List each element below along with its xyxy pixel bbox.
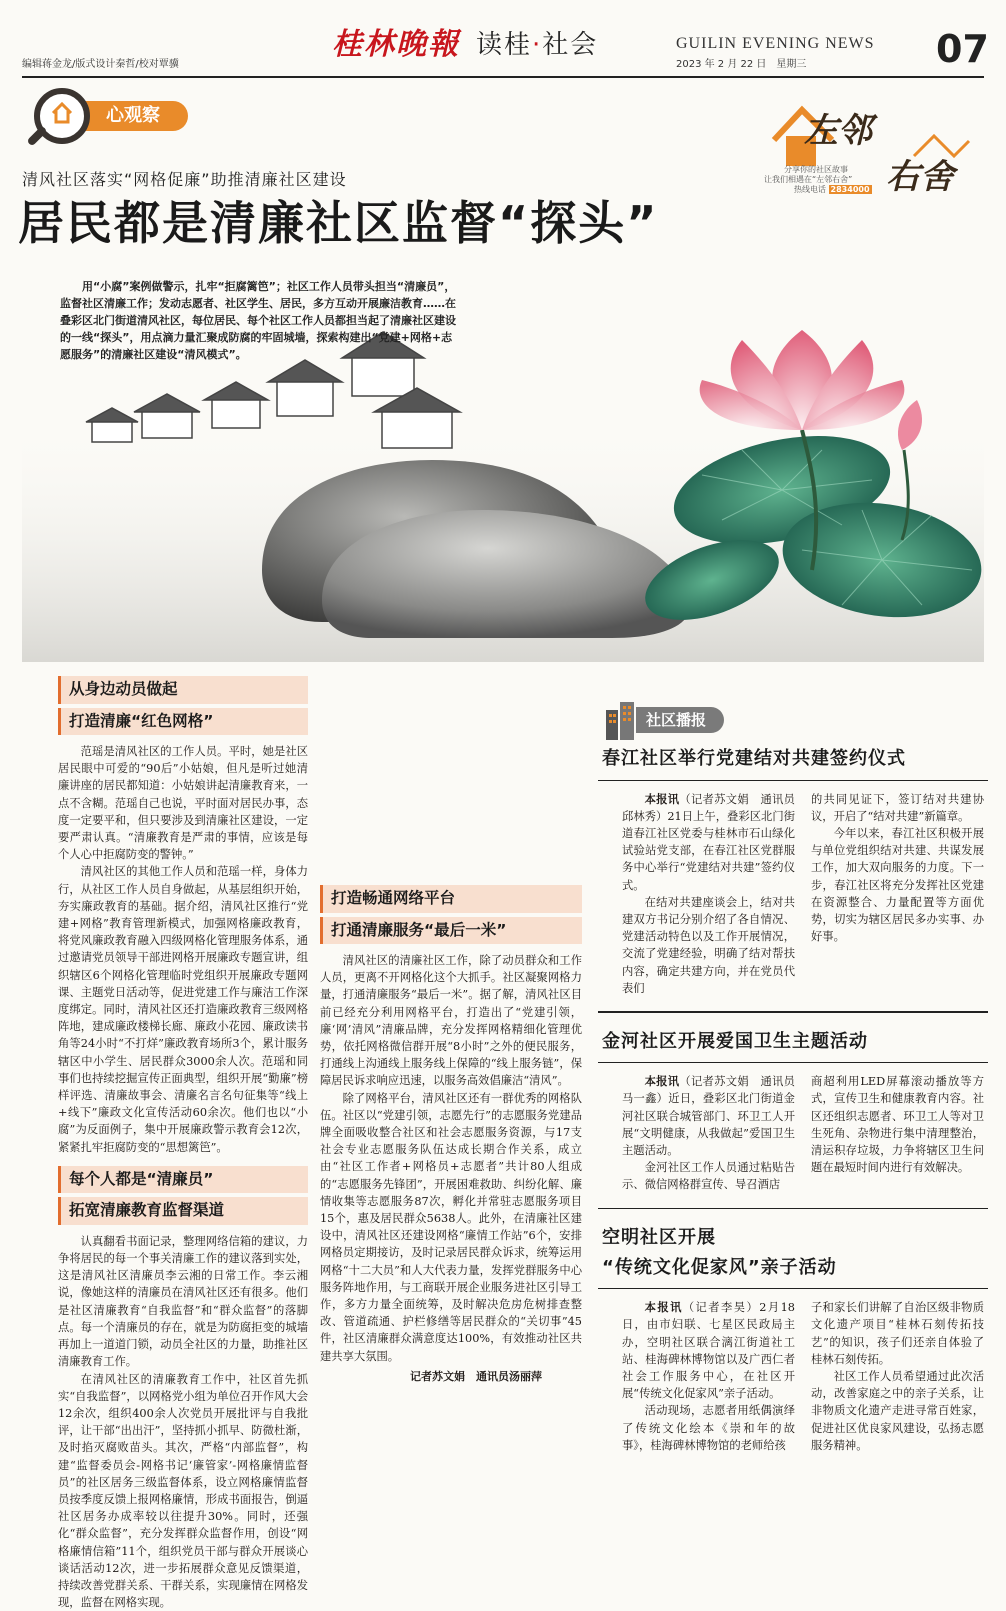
- logo-hotline: [794, 186, 872, 194]
- section-title: 打造畅通网络平台: [320, 885, 582, 913]
- column-badge-label: 心观察: [84, 101, 188, 131]
- section-subtitle: 打造清廉“红色网格”: [58, 708, 308, 736]
- section-subtitle: 打通清廉服务“最后一米”: [320, 917, 582, 945]
- news-reporter: （记者苏文娟 通讯员邱林秀）: [622, 793, 795, 823]
- news-title-line-2: “传统文化促家风”亲子活动: [598, 1253, 988, 1290]
- section-heading-2: [58, 1166, 308, 1225]
- community-news-label: 社区播报: [636, 707, 724, 733]
- news-body: [598, 1063, 988, 1193]
- logo-slogan-2: 让我们相遇在“左邻右舍”: [764, 176, 852, 184]
- news-dateline: 本报讯: [645, 1075, 680, 1088]
- logo-hotline-label: 热线电话: [794, 185, 826, 194]
- column-logo: [764, 96, 974, 206]
- section-name: 读桂·社会: [476, 32, 598, 58]
- news-text: 商超利用LED屏幕滚动播放等方式，宣传卫生和健康教育内容。社区还组织志愿者、环卫工人等对卫生死角、杂物进行集中清理整治，清运积存垃圾，力争将辖区卫生问题在最短时间内进行有效解决。: [811, 1073, 984, 1176]
- news-item: [598, 1013, 988, 1194]
- section-heading-1: [58, 676, 308, 735]
- section-title: 每个人都是“清廉员”: [58, 1166, 308, 1194]
- masthead: [332, 30, 598, 60]
- section-subtitle: 拓宽清廉教育监督渠道: [58, 1197, 308, 1225]
- news-reporter: （记者苏文娟 通讯员马一鑫）: [622, 1075, 795, 1105]
- magnifier-icon: [34, 88, 90, 144]
- page-credits: 编辑蒋金龙/版式设计秦哲/校对覃骥: [22, 60, 179, 70]
- house-icon: [51, 102, 73, 124]
- news-item: [598, 1209, 988, 1454]
- paragraph: 清风社区的其他工作人员和范瑶一样，身体力行，从社区工作人员自身做起，从基层组织开始，夯实廉政教育的基础。据介绍，清风社区推行“党建+网格”教育管理新模式，加强网格廉政教育，将党风廉政教育融入四级网格化管理服务体系，通过邀请党员领导干部进网格开展廉政专题宣讲，组织辖区6个网格化管理临时党组织开展廉政专题网课、主题党日活动等，促进党建工作与廉洁工作深度绑定。同时，清风社区还打造廉政教育三级网格阵地，建成廉政楼梯长廊、廉政小花园、廉政读书角等24小时“不打烊”廉政教育场所3个，累计服务辖区中小学生、居民群众3000余人次。范瑶和同事们也持续挖掘宣传正面典型，组织开展“勤廉”榜样评选、清廉故事会、清廉名言名句征集等“线上+线下”廉政文化宣传活动60余次。他们也以“小腐”为反面例子，集中开展廉政警示教育会12次，紧紧扎牢拒腐防变的“思想篱笆”。: [58, 863, 308, 1155]
- news-text: 子和家长们讲解了自治区级非物质文化遗产项目“桂林石刻传拓技艺”的知识，孩子们还亲自体验了桂林石刻传拓。: [811, 1299, 984, 1368]
- section-title: 从身边动员做起: [58, 676, 308, 704]
- article-subhead: 清风社区落实“网格促廉”助推清廉社区建设: [22, 172, 347, 188]
- paragraph: 清风社区的清廉社区工作，除了动员群众和工作人员，更离不开网格化这个大抓手。社区凝聚网格力量，打通清廉服务“最后一米”。据了解，清风社区目前已经充分利用网格平台，打造出了“党建引领，廉‘网’清风”清廉品牌，充分发挥网格精细化管理优势，依托网格微信群开展“8小时”之外的便民服务，打通线上沟通线上服务线上保障的“线上服务链”，保障居民诉求响应迅速，以服务高效倡廉洁“清风”。: [320, 952, 582, 1090]
- paragraph: 范瑶是清风社区的工作人员。平时，她是社区居民眼中可爱的“90后”小姑娘，但凡是听过她清廉讲座的居民都知道：小姑娘讲起清廉教育来，一点不含糊。范瑶自己也说，平时面对居民办事，态度一定要平和，但只要涉及到清廉社区建设，一定要严肃认真。“清廉教育是严肃的事情，应该是每个人心中拒腐防变的警钟。”: [58, 743, 308, 863]
- article-headline: 居民都是清廉社区监督“探头”: [18, 196, 658, 251]
- article-lead: 用“小腐”案例做警示，扎牢“拒腐篱笆”；社区工作人员带头担当“清廉员”，监督社区清廉工作；发动志愿者、社区学生、居民，多方互动开展廉洁教育……在叠彩区北门街道清风社区，每位居民、每个社区工作人员都担当起了清廉社区建设的一线“探头”，用点滴力量汇聚成防腐的牢固城墙，探索构建出“党建+网格+志愿服务”的清廉社区建设“清风模式”。: [60, 278, 460, 363]
- community-news: [598, 700, 988, 1458]
- logo-title-left: 左邻: [804, 114, 872, 148]
- logo-slogan-1: 分享你的社区故事: [784, 166, 848, 174]
- news-text: 活动现场，志愿者用纸偶演绎了传统文化绘本《崇和年的故事》，桂海碑林博物馆的老师给孩: [622, 1402, 795, 1454]
- news-text: 2月18日，由市妇联、七星区民政局主办，空明社区联合漓江街道社工站、桂海碑林博物馆以及广西仁者社会工作服务中心，在社区开展“传统文化促家风”亲子活动。: [622, 1301, 795, 1400]
- paragraph: 认真翻看书面记录，整理网络信箱的建议，力争将居民的每一个事关清廉工作的建议落到实处，这是清风社区清廉员李云湘的日常工作。李云湘说，像她这样的清廉员在清风社区还有很多。他们是社区清廉教育“自我监督”和“群众监督”的落脚点。每一个清廉员的存在，就是为防腐拒变的城墙再加上一道道门锁，动员全社区的力量，助推社区清廉教育工作。: [58, 1233, 308, 1371]
- masthead-rule: [22, 76, 984, 78]
- news-dateline: 本报讯: [645, 793, 680, 806]
- section-heading-3: [320, 885, 582, 944]
- section-name-secondary: 社会: [542, 30, 598, 60]
- news-reporter: （记者李昊）: [683, 1301, 759, 1314]
- logo-hotline-number: 2834000: [829, 185, 872, 194]
- logo-title-right: 右舍: [886, 160, 954, 194]
- section-name-primary: 读桂: [476, 30, 532, 60]
- article-byline: 记者苏文娟 通讯员汤丽萍: [320, 1371, 582, 1382]
- building-icon: [602, 700, 640, 740]
- news-dateline: 本报讯: [645, 1301, 683, 1314]
- news-text: 今年以来，春江社区积极开展与单位党组织结对共建、共谋发展工作，加大双向服务的力度。下一步，春江社区将充分发挥社区党建在资源整合、力量配置等方面优势，切实为辖区居民多办实事、办好事。: [811, 825, 984, 945]
- paper-name: 桂林晚報: [332, 30, 460, 60]
- column-badge: [34, 88, 188, 144]
- news-title: 空明社区开展: [598, 1209, 988, 1253]
- news-text: 21日上午，叠彩区北门街道春江社区党委与桂林市石山绿化试验站党支部，在春江社区党群服务中心举行“党建结对共建”签约仪式。: [622, 810, 795, 892]
- page-number: 07: [936, 30, 989, 68]
- news-body: [598, 1289, 988, 1454]
- paper-english-name: GUILIN EVENING NEWS: [676, 36, 875, 52]
- news-title: 春江社区举行党建结对共建签约仪式: [598, 740, 988, 781]
- news-item: [598, 740, 988, 997]
- news-text: 的共同见证下，签订结对共建协议，开启了“结对共建”新篇章。: [811, 791, 984, 825]
- news-title: 金河社区开展爱国卫生主题活动: [598, 1013, 988, 1064]
- news-body: [598, 781, 988, 997]
- news-text: 社区工作人员希望通过此次活动，改善家庭之中的亲子关系，让非物质文化遗产走进寻常百姓家，促进社区优良家风建设，弘扬志愿服务精神。: [811, 1368, 984, 1454]
- paragraph: 在清风社区的清廉教育工作中，社区首先抓实“自我监督”，以网格党小组为单位召开作风大会12余次，组织400余人次党员开展批评与自我批评，让干部“出出汗”，坚持抓小抓早、防微杜渐，及时掐灭腐败苗头。其次，严格“内部监督”，构建“监督委员会-网格书记‘廉管家’-网格廉情监督员”的社区居务三级监督体系，设立网格廉情监督员按季度反馈上报网格廉情，形成书面报告，倒逼社区居务办成率较以往提升30%。同时，还强化“群众监督”，充分发挥群众监督作用，创设“网格廉情信箱”11个，组织党员干部与群众开展谈心谈话活动12次，进一步拓展群众意见反馈渠道，持续改善党群关系、干群关系，实现廉情在网格发现，监督在网格实现。: [58, 1371, 308, 1611]
- news-text: 在结对共建座谈会上，结对共建双方书记分别介绍了各自情况、党建活动特色以及工作开展情况，交流了党建经验，明确了结对帮扶内容，确定共建方向，并在党员代表们: [622, 894, 795, 997]
- community-news-badge: [602, 700, 988, 740]
- news-text: 近日，叠彩区北门街道金河社区联合城管部门、环卫工人开展“文明健康，从我做起”爱国卫生主题活动。: [622, 1092, 795, 1157]
- paragraph: 除了网格平台，清风社区还有一群优秀的网格队伍。社区以“党建引领，志愿先行”的志愿服务党建品牌全面吸收整合社区和社会志愿服务资源，与17支社会专业志愿服务队伍达成长期合作关系，成立由“社区工作者+网格员+志愿者”共计80人组成的“志愿服务先锋团”，开展困难救助、纠纷化解、廉情收集等志愿服务87次，孵化并常驻志愿服务项目15个，惠及居民群众5638人。此外，在清廉社区建设中，清风社区还建设网格“廉情工作站”6个，安排网格员定期接访，及时记录居民群众诉求，统筹运用网格“十二大员”和人大代表力量，发挥党群服务中心服务阵地作用，与工商联开展企业服务进社区引导工作，多方力量全面统筹，及时解决危房危树排查整改、管道疏通、护栏修缮等居民群众的“关切事”45件，社区清廉群众满意度达100%，有效推动社区共建共享大氛围。: [320, 1090, 582, 1365]
- article-column-2: [320, 663, 582, 1382]
- issue-date: 2023 年 2 月 22 日 星期三: [676, 60, 806, 70]
- article-column-1: [58, 670, 308, 1611]
- news-text: 金河社区工作人员通过粘贴告示、微信网格群宣传、导召酒店: [622, 1159, 795, 1193]
